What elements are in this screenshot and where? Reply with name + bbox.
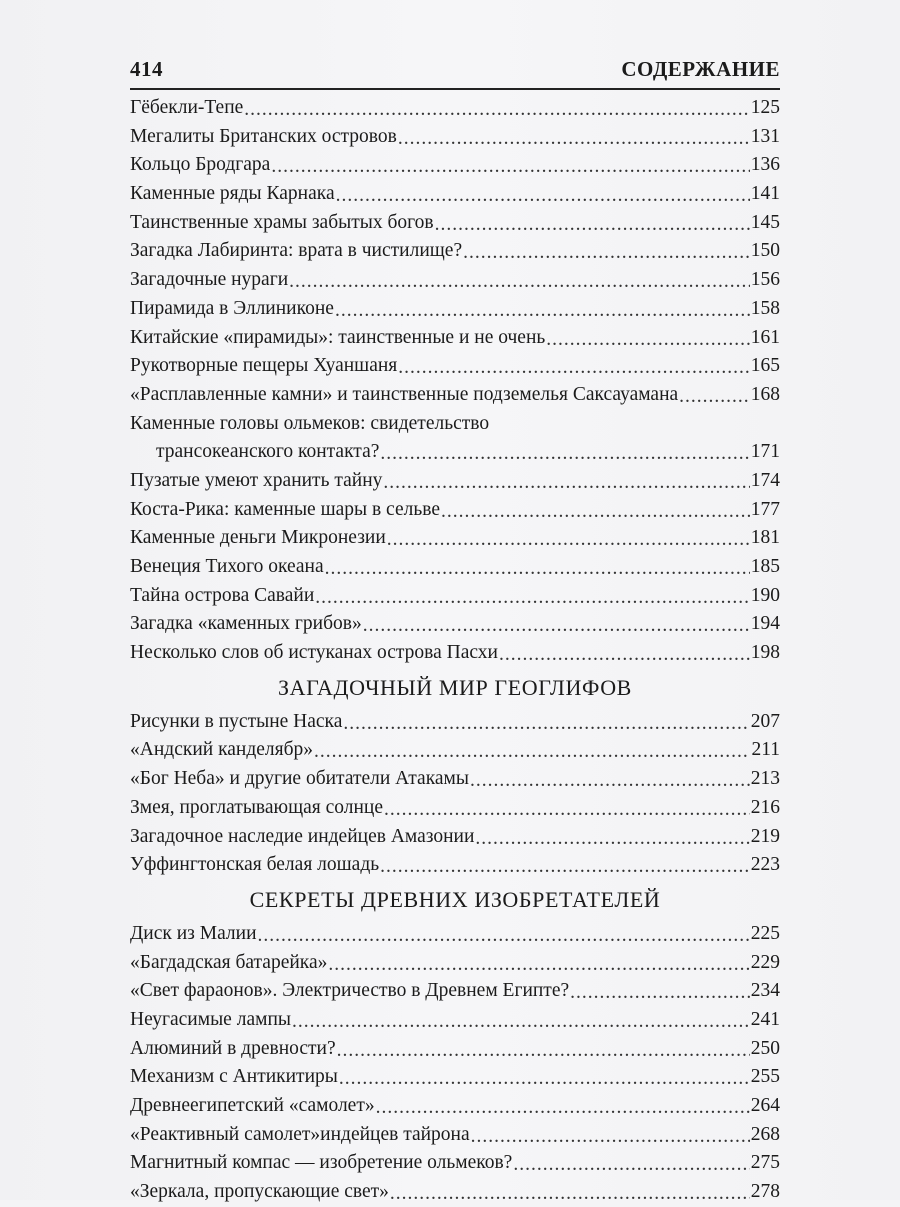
toc-entry-title: Кольцо Бродгара	[130, 154, 271, 176]
toc-entry-title: Китайские «пирамиды»: таинственные и не очень	[130, 326, 546, 348]
dot-leader	[398, 125, 750, 145]
dot-leader	[335, 297, 750, 317]
toc-entry-page: 250	[750, 1037, 780, 1059]
toc-entry-page: 161	[750, 326, 780, 348]
toc-entry-title: Несколько слов об истуканах острова Пасхи	[130, 642, 498, 664]
dot-leader	[390, 1180, 750, 1200]
toc-entry-page: 268	[750, 1123, 780, 1145]
dot-leader	[463, 239, 750, 259]
toc-entry-title: Таинственные храмы забытых богов	[130, 211, 434, 233]
toc-entry[interactable]	[130, 1035, 780, 1064]
dot-leader	[328, 951, 749, 971]
header-title: СОДЕРЖАНИЕ	[621, 57, 780, 81]
toc-entry-page: 141	[750, 183, 780, 205]
section-heading: СЕКРЕТЫ ДРЕВНИХ ИЗОБРЕТАТЕЛЕЙ	[249, 886, 661, 912]
dot-leader	[336, 182, 750, 202]
dot-leader	[471, 1123, 750, 1143]
dot-leader	[337, 1037, 750, 1057]
running-header	[130, 50, 780, 90]
toc-entry[interactable]	[130, 524, 780, 553]
toc-entry-title: Мегалиты Британских островов	[130, 125, 397, 147]
toc-entry[interactable]	[130, 1092, 780, 1121]
toc-entry-title: «Бог Неба» и другие обитатели Атакамы	[130, 768, 469, 790]
toc-entry-title: Диск из Малии	[130, 922, 257, 944]
toc-entry-title: Пузатые умеют хранить тайну	[130, 469, 383, 491]
toc-entry-page: 255	[750, 1066, 780, 1088]
toc-entry[interactable]	[130, 553, 780, 582]
toc-entry-title: Загадка «каменных грибов»	[130, 613, 362, 635]
toc-entry-page: 207	[750, 710, 780, 732]
toc-entry[interactable]	[130, 639, 780, 668]
toc-entry-page: 156	[750, 269, 780, 291]
toc-entry-page: 181	[750, 527, 780, 549]
toc-entry-page: 174	[750, 469, 780, 491]
toc-entry-page: 177	[750, 498, 780, 520]
toc-entry-page: 145	[750, 211, 780, 233]
toc-entry-page: 275	[750, 1152, 780, 1174]
toc-entry-page: 131	[750, 125, 780, 147]
toc-entry[interactable]	[130, 123, 780, 152]
toc-entry-page: 278	[750, 1181, 780, 1203]
toc-entry-page: 213	[750, 768, 780, 790]
toc-entry-title: Магнитный компас — изобретение ольмеков?	[130, 1152, 513, 1174]
toc-entry[interactable]	[130, 708, 780, 737]
toc-entry-title: Загадка Лабиринта: врата в чистилище?	[130, 240, 463, 262]
dot-leader	[258, 922, 750, 942]
dot-leader	[475, 825, 749, 845]
toc-entry-page: 125	[750, 97, 780, 118]
dot-leader	[546, 326, 749, 346]
toc-entry-page: 264	[750, 1095, 780, 1116]
dot-leader	[513, 1151, 749, 1171]
dot-leader	[376, 1094, 750, 1114]
toc-entry-page: 171	[750, 441, 780, 463]
toc-entry-title: Змея, проглатывающая солнце	[130, 796, 384, 818]
toc-entry-page: 198	[750, 642, 780, 664]
toc-entry[interactable]	[130, 352, 780, 381]
toc-entry-page: 219	[750, 825, 780, 847]
toc-entry-page: 234	[750, 980, 780, 1002]
toc-entry-title: «Реактивный самолет»индейцев тайрона	[130, 1123, 470, 1145]
dot-leader	[679, 383, 750, 403]
toc-entry[interactable]	[130, 266, 780, 295]
toc-entry[interactable]	[130, 1063, 780, 1092]
toc-entry-title: Рукотворные пещеры Хуаншаня	[130, 355, 398, 377]
dot-leader	[435, 211, 750, 231]
section-heading: ЗАГАДОЧНЫЙ МИР ГЕОГЛИФОВ	[278, 674, 632, 700]
dot-leader	[383, 469, 749, 489]
toc-entry[interactable]	[130, 467, 780, 496]
toc-entry-title: Каменные ряды Карнака	[130, 183, 335, 205]
dot-leader	[470, 767, 750, 787]
dot-leader	[441, 498, 750, 518]
toc-entry-page: 241	[750, 1008, 780, 1030]
toc-entry[interactable]	[130, 496, 780, 525]
toc-entry[interactable]	[130, 582, 780, 611]
dot-leader	[271, 153, 749, 173]
toc-entry[interactable]	[130, 610, 780, 639]
dot-leader	[292, 1008, 750, 1028]
toc-entry[interactable]	[130, 851, 780, 880]
toc-entry[interactable]	[130, 151, 780, 180]
toc-entry-title: Неугасимые лампы	[130, 1008, 291, 1030]
toc-entry-title: Рисунки в пустыне Наска	[130, 710, 343, 732]
dot-leader	[363, 612, 750, 632]
toc-entry[interactable]	[130, 949, 780, 978]
toc-entry[interactable]	[130, 381, 780, 410]
toc-entry-title: Каменные деньги Микронезии	[130, 527, 386, 549]
toc-entry-page: 216	[750, 796, 780, 818]
toc-entry[interactable]	[130, 977, 780, 1006]
toc-entry[interactable]	[130, 209, 780, 238]
toc-entry-page: 225	[750, 922, 780, 944]
toc-entry-title: Древнеегипетский «самолет»	[130, 1095, 375, 1116]
toc-entry-title: Механизм с Антикитиры	[130, 1066, 338, 1088]
table-of-contents	[130, 94, 780, 1207]
toc-entry[interactable]	[130, 438, 780, 467]
toc-entry-page: 223	[750, 854, 780, 876]
toc-entry-page: 158	[750, 297, 780, 319]
dot-leader	[380, 853, 750, 873]
dot-leader	[244, 96, 749, 116]
toc-entry[interactable]	[130, 920, 780, 949]
toc-entry-title: трансокеанского контакта?	[156, 441, 380, 463]
toc-entry[interactable]	[130, 237, 780, 266]
toc-entry[interactable]	[130, 823, 780, 852]
toc-entry-title: Пирамида в Эллиниконе	[130, 297, 334, 319]
page-number: 414	[130, 57, 163, 81]
dot-leader	[387, 526, 750, 546]
toc-entry-page: 190	[750, 584, 780, 606]
toc-entry[interactable]	[130, 765, 780, 794]
dot-leader	[499, 641, 750, 661]
toc-entry[interactable]	[130, 94, 780, 123]
toc-entry-page: 185	[750, 556, 780, 577]
toc-entry[interactable]	[130, 1178, 780, 1207]
toc-entry-title: «Андский канделябр»	[130, 739, 314, 761]
toc-entry-title: «Свет фараонов». Электричество в Древнем Египте?	[130, 980, 570, 1002]
dot-leader	[398, 354, 750, 374]
toc-entry-page: 194	[750, 613, 780, 635]
toc-entry[interactable]	[130, 736, 780, 765]
toc-entry-title: Загадочные нураги	[130, 269, 289, 291]
toc-entry-title: Уффингтонская белая лошадь	[130, 854, 380, 876]
dot-leader	[325, 555, 750, 575]
dot-leader	[380, 440, 749, 460]
toc-entry[interactable]	[130, 295, 780, 324]
toc-entry-title: «Багдадская батарейка»	[130, 951, 328, 973]
toc-entry-page: 150	[750, 240, 780, 262]
toc-entry[interactable]	[130, 180, 780, 209]
toc-entry[interactable]	[130, 324, 780, 353]
toc-entry-page: 168	[750, 383, 780, 405]
toc-entry-page: 229	[750, 951, 780, 973]
toc-entry-title-line: Каменные головы ольмеков: свидетельство	[130, 412, 490, 434]
dot-leader	[339, 1065, 750, 1085]
toc-entry-title: Коста-Рика: каменные шары в сельве	[130, 498, 440, 520]
dot-leader	[315, 584, 749, 604]
toc-entry-page: 136	[750, 154, 780, 176]
toc-entry-title: Тайна острова Савайи	[130, 584, 315, 606]
toc-entry-page: 211	[751, 739, 780, 761]
toc-entry-title: «Зеркала, пропускающие свет»	[130, 1181, 389, 1203]
toc-entry[interactable]	[130, 1006, 780, 1035]
toc-entry-title: Гёбекли-Тепе	[130, 97, 244, 118]
toc-entry-title: «Расплавленные камни» и таинственные подземелья Саксауамана	[130, 383, 679, 405]
dot-leader	[343, 710, 749, 730]
dot-leader	[314, 738, 750, 758]
toc-entry[interactable]	[130, 1149, 780, 1178]
toc-entry-page: 165	[750, 355, 780, 377]
dot-leader	[570, 979, 750, 999]
toc-entry-title: Алюминий в древности?	[130, 1037, 336, 1059]
dot-leader	[289, 268, 750, 288]
toc-entry-title: Венеция Тихого океана	[130, 556, 324, 577]
dot-leader	[384, 796, 750, 816]
toc-entry[interactable]	[130, 1121, 780, 1150]
toc-entry-title: Загадочное наследие индейцев Амазонии	[130, 825, 475, 847]
toc-entry[interactable]	[130, 794, 780, 823]
